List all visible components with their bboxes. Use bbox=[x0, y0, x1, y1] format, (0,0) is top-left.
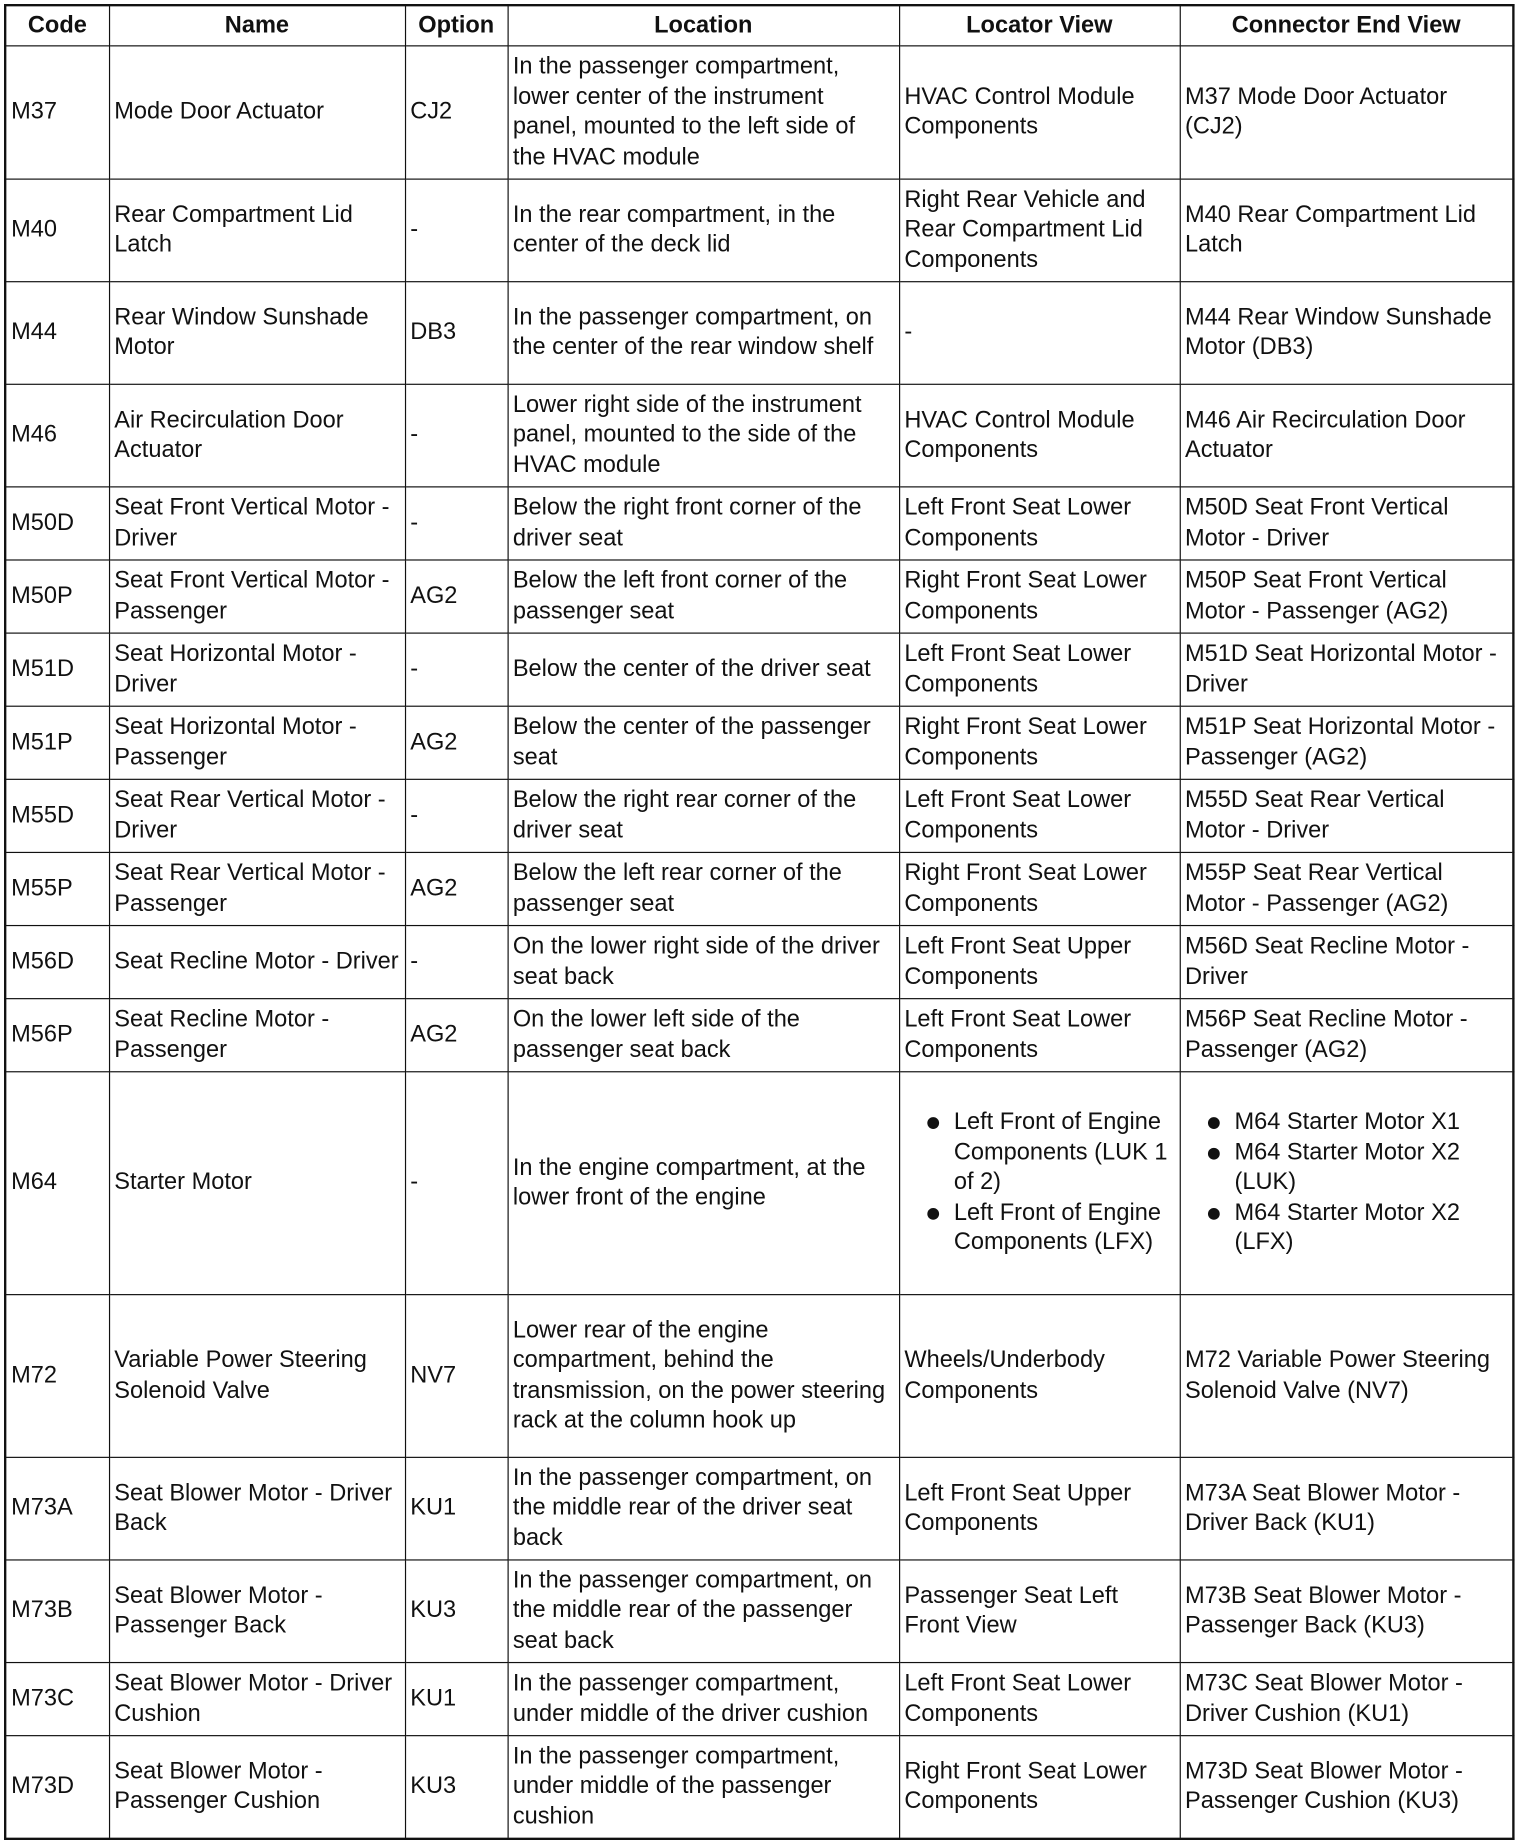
header-name: Name bbox=[109, 5, 405, 46]
connector-end-view-cell: M51D Seat Horizontal Motor - Driver bbox=[1180, 633, 1514, 706]
locator-view-cell: Passenger Seat Left Front View bbox=[899, 1560, 1180, 1663]
location-cell: Lower right side of the instrument panel, mounted to the side of the HVAC module bbox=[508, 384, 899, 487]
code-cell: M72 bbox=[5, 1295, 109, 1458]
option-cell: KU1 bbox=[405, 1663, 508, 1736]
location-cell: Below the right rear corner of the driver seat bbox=[508, 779, 899, 852]
code-cell: M44 bbox=[5, 282, 109, 385]
locator-view-cell: Left Front Seat Lower Components bbox=[899, 633, 1180, 706]
name-cell: Rear Compartment Lid Latch bbox=[109, 179, 405, 282]
connector-end-view-cell: M73A Seat Blower Motor - Driver Back (KU1) bbox=[1180, 1457, 1514, 1560]
option-cell: DB3 bbox=[405, 282, 508, 385]
option-cell: - bbox=[405, 1072, 508, 1295]
option-cell: - bbox=[405, 779, 508, 852]
table-row bbox=[5, 852, 1513, 925]
option-cell: AG2 bbox=[405, 852, 508, 925]
code-cell: M46 bbox=[5, 384, 109, 487]
connector-end-view-cell: M40 Rear Compartment Lid Latch bbox=[1180, 179, 1514, 282]
option-cell: KU3 bbox=[405, 1560, 508, 1663]
option-cell: KU3 bbox=[405, 1736, 508, 1839]
connector-end-view-cell: M44 Rear Window Sunshade Motor (DB3) bbox=[1180, 282, 1514, 385]
connector-end-view-cell: M46 Air Recirculation Door Actuator bbox=[1180, 384, 1514, 487]
locator-view-cell: Right Front Seat Lower Components bbox=[899, 1736, 1180, 1839]
option-cell: KU1 bbox=[405, 1457, 508, 1560]
connector-end-view-list bbox=[1185, 1108, 1508, 1258]
list-item: M64 Starter Motor X1 bbox=[1185, 1108, 1508, 1138]
location-cell: In the passenger compartment, on the middle rear of the driver seat back bbox=[508, 1457, 899, 1560]
locator-view-cell bbox=[899, 1072, 1180, 1295]
code-cell: M37 bbox=[5, 46, 109, 179]
locator-view-cell: Left Front Seat Upper Components bbox=[899, 926, 1180, 999]
option-cell: - bbox=[405, 926, 508, 999]
code-cell: M50D bbox=[5, 487, 109, 560]
location-cell: Below the left front corner of the passenger seat bbox=[508, 560, 899, 633]
header-option: Option bbox=[405, 5, 508, 46]
connector-end-view-cell: M73C Seat Blower Motor - Driver Cushion (KU1) bbox=[1180, 1663, 1514, 1736]
code-cell: M55P bbox=[5, 852, 109, 925]
connector-end-view-cell: M50D Seat Front Vertical Motor - Driver bbox=[1180, 487, 1514, 560]
option-cell: - bbox=[405, 487, 508, 560]
connector-end-view-cell: M55D Seat Rear Vertical Motor - Driver bbox=[1180, 779, 1514, 852]
option-cell: NV7 bbox=[405, 1295, 508, 1458]
locator-view-cell: Right Front Seat Lower Components bbox=[899, 706, 1180, 779]
table-row bbox=[5, 560, 1513, 633]
component-locator-sheet bbox=[4, 4, 1520, 1840]
name-cell: Variable Power Steering Solenoid Valve bbox=[109, 1295, 405, 1458]
location-cell: In the engine compartment, at the lower front of the engine bbox=[508, 1072, 899, 1295]
list-item: M64 Starter Motor X2 (LUK) bbox=[1185, 1138, 1508, 1198]
header-connector-end-view: Connector End View bbox=[1180, 5, 1514, 46]
location-cell: Lower rear of the engine compartment, behind the transmission, on the power steering rack at the column hook up bbox=[508, 1295, 899, 1458]
location-cell: Below the center of the driver seat bbox=[508, 633, 899, 706]
locator-view-cell: - bbox=[899, 282, 1180, 385]
location-cell: Below the right front corner of the driver seat bbox=[508, 487, 899, 560]
name-cell: Seat Blower Motor - Passenger Back bbox=[109, 1560, 405, 1663]
code-cell: M55D bbox=[5, 779, 109, 852]
list-item: M64 Starter Motor X2 (LFX) bbox=[1185, 1198, 1508, 1258]
name-cell: Seat Recline Motor - Passenger bbox=[109, 999, 405, 1072]
location-cell: Below the center of the passenger seat bbox=[508, 706, 899, 779]
table-row bbox=[5, 179, 1513, 282]
name-cell: Seat Rear Vertical Motor - Driver bbox=[109, 779, 405, 852]
name-cell: Seat Blower Motor - Passenger Cushion bbox=[109, 1736, 405, 1839]
table-row bbox=[5, 1072, 1513, 1295]
connector-end-view-cell: M51P Seat Horizontal Motor - Passenger (AG2) bbox=[1180, 706, 1514, 779]
connector-end-view-cell: M73B Seat Blower Motor - Passenger Back (KU3) bbox=[1180, 1560, 1514, 1663]
connector-end-view-cell: M56P Seat Recline Motor - Passenger (AG2) bbox=[1180, 999, 1514, 1072]
table-row bbox=[5, 384, 1513, 487]
table-row bbox=[5, 282, 1513, 385]
locator-view-list bbox=[904, 1108, 1174, 1258]
location-cell: In the passenger compartment, under middle of the passenger cushion bbox=[508, 1736, 899, 1839]
option-cell: CJ2 bbox=[405, 46, 508, 179]
table-row bbox=[5, 999, 1513, 1072]
name-cell: Seat Horizontal Motor - Passenger bbox=[109, 706, 405, 779]
location-cell: In the rear compartment, in the center of the deck lid bbox=[508, 179, 899, 282]
code-cell: M56P bbox=[5, 999, 109, 1072]
header-locator-view: Locator View bbox=[899, 5, 1180, 46]
connector-end-view-cell bbox=[1180, 1072, 1514, 1295]
connector-end-view-cell: M50P Seat Front Vertical Motor - Passenger (AG2) bbox=[1180, 560, 1514, 633]
name-cell: Seat Blower Motor - Driver Back bbox=[109, 1457, 405, 1560]
location-cell: In the passenger compartment, on the middle rear of the passenger seat back bbox=[508, 1560, 899, 1663]
name-cell: Mode Door Actuator bbox=[109, 46, 405, 179]
connector-end-view-cell: M55P Seat Rear Vertical Motor - Passenger (AG2) bbox=[1180, 852, 1514, 925]
locator-view-cell: Left Front Seat Lower Components bbox=[899, 779, 1180, 852]
code-cell: M73D bbox=[5, 1736, 109, 1839]
component-table bbox=[4, 4, 1515, 1840]
location-cell: In the passenger compartment, on the center of the rear window shelf bbox=[508, 282, 899, 385]
header-location: Location bbox=[508, 5, 899, 46]
table-row bbox=[5, 926, 1513, 999]
table-row bbox=[5, 633, 1513, 706]
code-cell: M73C bbox=[5, 1663, 109, 1736]
locator-view-cell: Right Rear Vehicle and Rear Compartment Lid Components bbox=[899, 179, 1180, 282]
location-cell: On the lower left side of the passenger seat back bbox=[508, 999, 899, 1072]
connector-end-view-cell: M37 Mode Door Actuator (CJ2) bbox=[1180, 46, 1514, 179]
name-cell: Seat Front Vertical Motor - Driver bbox=[109, 487, 405, 560]
table-row bbox=[5, 1295, 1513, 1458]
location-cell: Below the left rear corner of the passenger seat bbox=[508, 852, 899, 925]
option-cell: - bbox=[405, 179, 508, 282]
code-cell: M64 bbox=[5, 1072, 109, 1295]
code-cell: M51P bbox=[5, 706, 109, 779]
name-cell: Air Recirculation Door Actuator bbox=[109, 384, 405, 487]
name-cell: Rear Window Sunshade Motor bbox=[109, 282, 405, 385]
table-row bbox=[5, 1560, 1513, 1663]
name-cell: Starter Motor bbox=[109, 1072, 405, 1295]
name-cell: Seat Front Vertical Motor - Passenger bbox=[109, 560, 405, 633]
name-cell: Seat Blower Motor - Driver Cushion bbox=[109, 1663, 405, 1736]
option-cell: AG2 bbox=[405, 560, 508, 633]
table-row bbox=[5, 1736, 1513, 1839]
locator-view-cell: Right Front Seat Lower Components bbox=[899, 852, 1180, 925]
code-cell: M73B bbox=[5, 1560, 109, 1663]
locator-view-cell: HVAC Control Module Components bbox=[899, 384, 1180, 487]
option-cell: AG2 bbox=[405, 706, 508, 779]
locator-view-cell: Left Front Seat Lower Components bbox=[899, 999, 1180, 1072]
header-row bbox=[5, 5, 1513, 46]
code-cell: M50P bbox=[5, 560, 109, 633]
locator-view-cell: Wheels/Underbody Components bbox=[899, 1295, 1180, 1458]
list-item: Left Front of Engine Components (LFX) bbox=[904, 1198, 1174, 1258]
header-code: Code bbox=[5, 5, 109, 46]
name-cell: Seat Rear Vertical Motor - Passenger bbox=[109, 852, 405, 925]
location-cell: In the passenger compartment, under middle of the driver cushion bbox=[508, 1663, 899, 1736]
locator-view-cell: Left Front Seat Lower Components bbox=[899, 487, 1180, 560]
option-cell: AG2 bbox=[405, 999, 508, 1072]
location-cell: In the passenger compartment, lower center of the instrument panel, mounted to the left side of the HVAC module bbox=[508, 46, 899, 179]
connector-end-view-cell: M73D Seat Blower Motor - Passenger Cushion (KU3) bbox=[1180, 1736, 1514, 1839]
code-cell: M51D bbox=[5, 633, 109, 706]
name-cell: Seat Horizontal Motor - Driver bbox=[109, 633, 405, 706]
table-row bbox=[5, 1663, 1513, 1736]
locator-view-cell: Left Front Seat Upper Components bbox=[899, 1457, 1180, 1560]
table-row bbox=[5, 779, 1513, 852]
list-item: Left Front of Engine Components (LUK 1 of 2) bbox=[904, 1108, 1174, 1198]
code-cell: M56D bbox=[5, 926, 109, 999]
connector-end-view-cell: M72 Variable Power Steering Solenoid Valve (NV7) bbox=[1180, 1295, 1514, 1458]
table-row bbox=[5, 706, 1513, 779]
name-cell: Seat Recline Motor - Driver bbox=[109, 926, 405, 999]
location-cell: On the lower right side of the driver seat back bbox=[508, 926, 899, 999]
locator-view-cell: HVAC Control Module Components bbox=[899, 46, 1180, 179]
code-cell: M40 bbox=[5, 179, 109, 282]
locator-view-cell: Right Front Seat Lower Components bbox=[899, 560, 1180, 633]
code-cell: M73A bbox=[5, 1457, 109, 1560]
table-row bbox=[5, 487, 1513, 560]
table-row bbox=[5, 1457, 1513, 1560]
option-cell: - bbox=[405, 633, 508, 706]
option-cell: - bbox=[405, 384, 508, 487]
connector-end-view-cell: M56D Seat Recline Motor - Driver bbox=[1180, 926, 1514, 999]
locator-view-cell: Left Front Seat Lower Components bbox=[899, 1663, 1180, 1736]
table-row bbox=[5, 46, 1513, 179]
